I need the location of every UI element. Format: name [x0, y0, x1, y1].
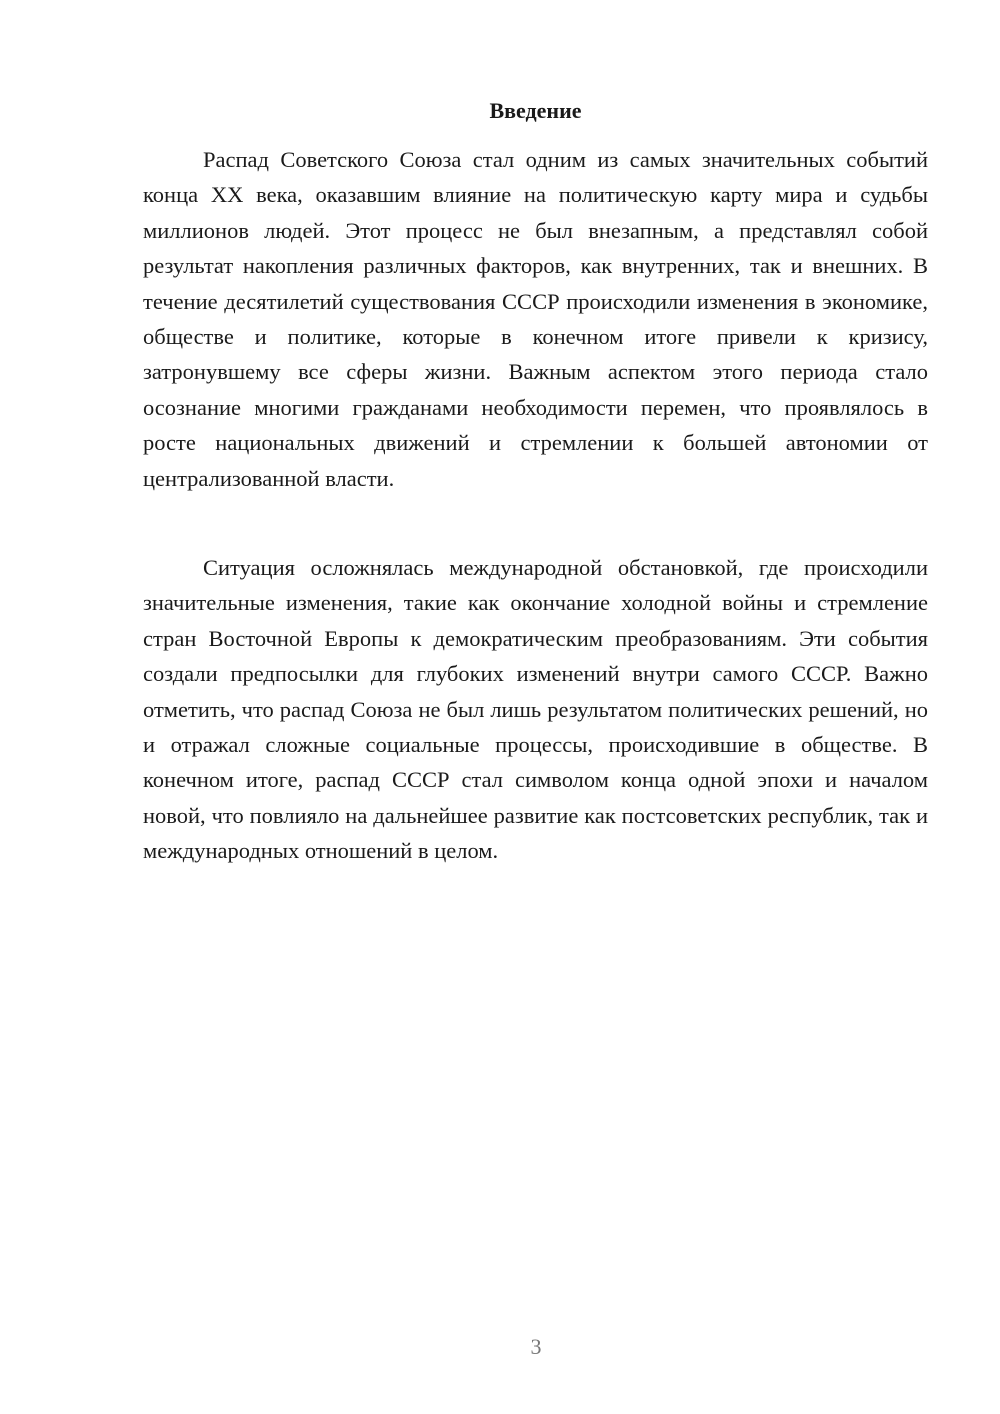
paragraph-1: Распад Советского Союза стал одним из самых значительных событий конца XX века, оказавшим влияние на политическую карту мира и судьбы миллионов людей. Этот процесс не был внезапным, а представлял собой результат накопления различных факторов, как внутренних, так и внешних. В течение десятилетий существования СССР происходили изменения в экономике, обществе и политике, которые в конечном итоге привели к кризису, затронувшему все сферы жизни. Важным аспектом этого периода стало осознание многими гражданами необходимости перемен, что проявлялось в росте национальных движений и стремлении к большей автономии от централизованной власти. — [143, 147, 928, 491]
paragraph-2: Ситуация осложнялась международной обстановкой, где происходили значительные изменения, такие как окончание холодной войны и стремление стран Восточной Европы к демократическим преобразованиям. Эти события создали предпосылки для глубоких изменений внутри самого СССР. Важно отметить, что распад Союза не был лишь результатом политических решений, но и отражал сложные социальные процессы, происходившие в обществе. В конечном итоге, распад СССР стал символом конца одной эпохи и началом новой, что повлияло на дальнейшее развитие как постсоветских республик, так и международных отношений в целом. — [143, 555, 928, 864]
page-number: 3 — [530, 1334, 542, 1359]
section-heading: Введение — [489, 98, 582, 123]
